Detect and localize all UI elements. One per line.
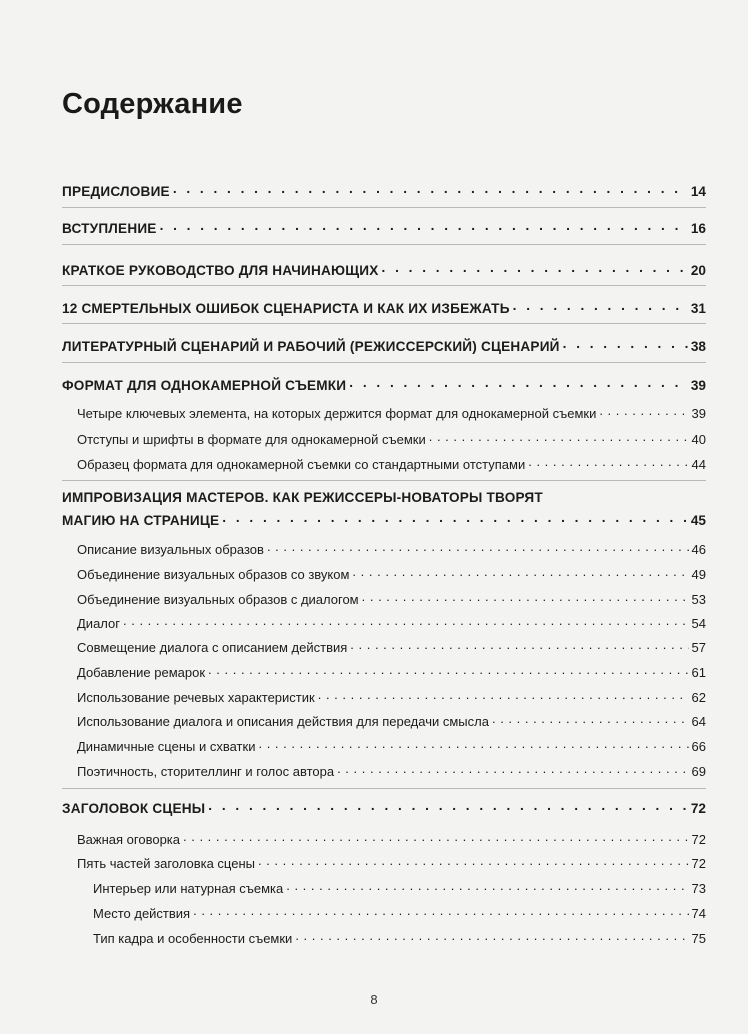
dot-leader — [352, 566, 688, 579]
toc-page-number: 44 — [691, 457, 706, 472]
toc-entry-chapter-line1[interactable]: ИМПРОВИЗАЦИЯ МАСТЕРОВ. КАК РЕЖИССЕРЫ-НОВАТОРЫ ТВОРЯТ — [62, 490, 543, 505]
dot-leader — [173, 182, 688, 196]
toc-entry-label: Совмещение диалога с описанием действия — [77, 640, 348, 655]
dot-leader — [349, 376, 688, 390]
dot-leader — [382, 261, 688, 275]
page-title: Содержание — [62, 88, 243, 120]
toc-entry-subsection[interactable] — [77, 566, 706, 582]
divider — [62, 207, 706, 208]
toc-entry-subsection[interactable] — [77, 405, 706, 421]
dot-leader — [318, 689, 689, 702]
toc-page-number: 72 — [691, 832, 706, 847]
toc-entry-label: Объединение визуальных образов с диалогом — [77, 592, 359, 607]
toc-page-number: 16 — [690, 220, 706, 236]
dot-leader — [429, 431, 689, 444]
toc-entry-label: ВСТУПЛЕНИЕ — [62, 220, 157, 236]
toc-page-number: 14 — [690, 183, 706, 199]
toc-entry-label: Поэтичность, сторителлинг и голос автора — [77, 764, 335, 779]
toc-entry-subsection[interactable] — [77, 713, 706, 729]
toc-page-number: 31 — [690, 300, 706, 316]
toc-entry-subsection[interactable] — [77, 456, 706, 472]
page-number-footer: 8 — [370, 992, 378, 1007]
dot-leader — [222, 511, 688, 525]
toc-entry-label: Описание визуальных образов — [77, 542, 264, 557]
toc-entry-chapter[interactable] — [62, 337, 706, 354]
toc-entry-chapter[interactable] — [62, 799, 706, 816]
toc-entry-subsection[interactable] — [77, 431, 706, 447]
toc-entry-label: Пять частей заголовка сцены — [77, 856, 255, 871]
toc-entry-subsubsection[interactable] — [93, 905, 706, 921]
toc-page-number: 72 — [690, 800, 706, 816]
divider — [62, 480, 706, 481]
toc-entry-label: Четыре ключевых элемента, на которых держится формат для однокамерной съемки — [77, 406, 597, 421]
toc-entry-chapter[interactable] — [62, 299, 706, 316]
toc-page-number: 74 — [691, 906, 706, 921]
toc-entry-label: Важная оговорка — [77, 832, 180, 847]
toc-entry-label: ЛИТЕРАТУРНЫЙ СЦЕНАРИЙ И РАБОЧИЙ (РЕЖИССЕРСКИЙ) СЦЕНАРИЙ — [62, 338, 560, 354]
toc-page-number: 57 — [691, 640, 706, 655]
toc-entry-label: ФОРМАТ ДЛЯ ОДНОКАМЕРНОЙ СЪЕМКИ — [62, 377, 347, 393]
dot-leader — [528, 456, 688, 469]
toc-entry-subsection[interactable] — [77, 689, 706, 705]
toc-entry-subsection[interactable] — [77, 591, 706, 607]
toc-page-number: 69 — [691, 764, 706, 779]
toc-entry-chapter[interactable] — [62, 511, 706, 528]
dot-leader — [208, 799, 688, 813]
dot-leader — [563, 337, 688, 351]
toc-entry-label: ЗАГОЛОВОК СЦЕНЫ — [62, 800, 206, 816]
toc-entry-chapter[interactable] — [62, 182, 706, 199]
toc-entry-chapter[interactable] — [62, 261, 706, 278]
toc-page-number: 53 — [691, 592, 706, 607]
toc-entry-subsection[interactable] — [77, 831, 706, 847]
toc-page-number: 64 — [691, 714, 706, 729]
dot-leader — [492, 713, 689, 726]
divider — [62, 788, 706, 789]
toc-entry-label: Отступы и шрифты в формате для однокамерной съемки — [77, 432, 426, 447]
toc-entry-label: Место действия — [93, 906, 191, 921]
toc-page-number: 39 — [691, 406, 706, 421]
toc-page-number: 49 — [691, 567, 706, 582]
dot-leader — [513, 299, 688, 313]
toc-page-number: 40 — [691, 432, 706, 447]
toc-entry-label: Образец формата для однокамерной съемки со стандартными отступами — [77, 457, 526, 472]
toc-entry-label: Диалог — [77, 616, 120, 631]
toc-entry-subsection[interactable] — [77, 855, 706, 871]
toc-entry-label: МАГИЮ НА СТРАНИЦЕ — [62, 512, 220, 528]
toc-entry-subsection[interactable] — [77, 763, 706, 779]
toc-entry-chapter[interactable] — [62, 219, 706, 236]
toc-entry-subsection[interactable] — [77, 738, 706, 754]
toc-entry-label: Использование речевых характеристик — [77, 690, 315, 705]
divider — [62, 362, 706, 363]
toc-entry-label: Тип кадра и особенности съемки — [93, 931, 293, 946]
toc-entry-subsection[interactable] — [77, 615, 706, 631]
toc-page-number: 73 — [691, 881, 706, 896]
dot-leader — [193, 905, 688, 918]
dot-leader — [350, 639, 688, 652]
toc-entry-label: Объединение визуальных образов со звуком — [77, 567, 350, 582]
toc-entry-label: ПРЕДИСЛОВИЕ — [62, 183, 170, 199]
dot-leader — [183, 831, 689, 844]
toc-entry-subsubsection[interactable] — [93, 880, 706, 896]
dot-leader — [362, 591, 689, 604]
divider — [62, 323, 706, 324]
divider — [62, 285, 706, 286]
toc-entry-label: Динамичные сцены и схватки — [77, 739, 256, 754]
toc-page-number: 61 — [691, 665, 706, 680]
dot-leader — [286, 880, 688, 893]
toc-page-number: 75 — [691, 931, 706, 946]
toc-entry-subsection[interactable] — [77, 664, 706, 680]
toc-entry-subsubsection[interactable] — [93, 930, 706, 946]
toc-entry-label: КРАТКОЕ РУКОВОДСТВО ДЛЯ НАЧИНАЮЩИХ — [62, 262, 379, 278]
toc-page-number: 46 — [691, 542, 706, 557]
toc-page-number: 72 — [691, 856, 706, 871]
toc-entry-label: Использование диалога и описания действия для передачи смысла — [77, 714, 489, 729]
dot-leader — [208, 664, 688, 677]
toc-entry-label: Интерьер или натурная съемка — [93, 881, 284, 896]
divider — [62, 244, 706, 245]
toc-entry-chapter[interactable] — [62, 376, 706, 393]
dot-leader — [599, 405, 688, 418]
dot-leader — [258, 855, 689, 868]
dot-leader — [160, 219, 688, 233]
toc-page-number: 54 — [691, 616, 706, 631]
toc-page-number: 45 — [690, 512, 706, 528]
dot-leader — [295, 930, 688, 943]
dot-leader — [258, 738, 688, 751]
toc-entry-subsection[interactable] — [77, 639, 706, 655]
toc-page-number: 38 — [690, 338, 706, 354]
toc-page-number: 62 — [691, 690, 706, 705]
dot-leader — [123, 615, 689, 628]
toc-entry-label: 12 СМЕРТЕЛЬНЫХ ОШИБОК СЦЕНАРИСТА И КАК ИХ ИЗБЕЖАТЬ — [62, 300, 510, 316]
toc-entry-label: Добавление ремарок — [77, 665, 206, 680]
toc-entry-subsection[interactable] — [77, 541, 706, 557]
dot-leader — [267, 541, 689, 554]
toc-page-number: 39 — [690, 377, 706, 393]
toc-page-number: 20 — [690, 262, 706, 278]
dot-leader — [337, 763, 688, 776]
toc-page-number: 66 — [691, 739, 706, 754]
